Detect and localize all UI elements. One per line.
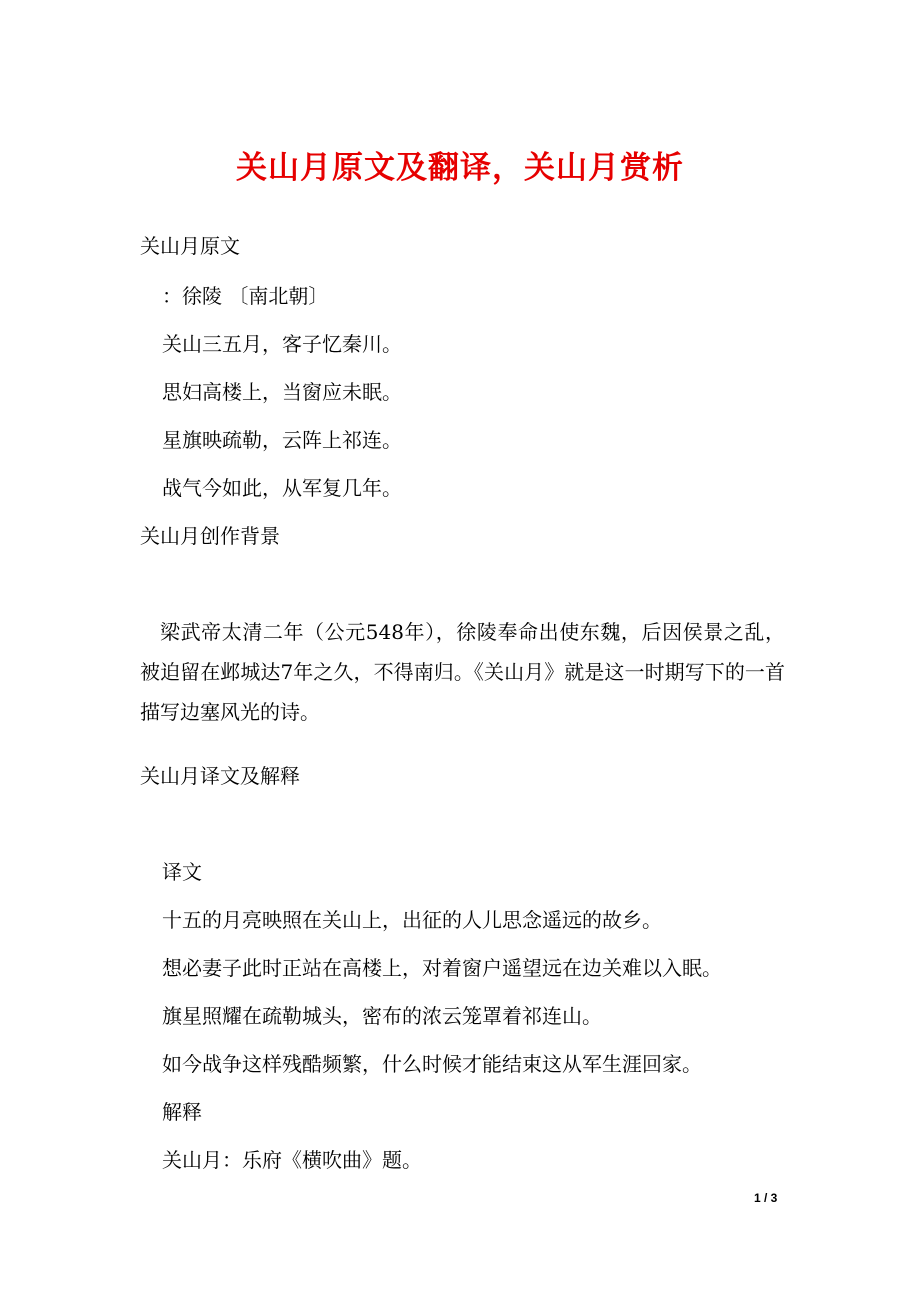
translation-line: 如今战争这样残酷频繁，什么时候才能结束这从军生涯回家。 — [162, 1052, 702, 1076]
section-heading-background: 关山月创作背景 — [140, 524, 280, 548]
background-paragraph: 梁武帝太清二年（公元548年），徐陵奉命出使东魏，后因侯景之乱，被迫留在邺城达7年之久，不得南归。《关山月》就是这一时期写下的一首描写边塞风光的诗。 — [140, 620, 785, 724]
notes-heading: 解释 — [162, 1100, 202, 1124]
poem-line: 关山三五月，客子忆秦川。 — [162, 332, 402, 356]
poem-line: 星旗映疏勒，云阵上祁连。 — [162, 428, 402, 452]
page-number: 1 / 3 — [754, 1191, 778, 1205]
translation-line: 旗星照耀在疏勒城头，密布的浓云笼罩着祁连山。 — [162, 1004, 602, 1028]
section-heading-original: 关山月原文 — [140, 234, 240, 258]
document-title: 关山月原文及翻译，关山月赏析 — [236, 150, 684, 186]
translation-line: 想必妻子此时正站在高楼上，对着窗户遥望远在边关难以入眠。 — [162, 956, 722, 980]
translation-line: 十五的月亮映照在关山上，出征的人儿思念遥远的故乡。 — [162, 908, 662, 932]
poem-line: 战气今如此，从军复几年。 — [162, 476, 402, 500]
translation-heading: 译文 — [162, 860, 202, 884]
note-line: 关山月：乐府《横吹曲》题。 — [162, 1148, 422, 1172]
author-line: ：徐陵 〔南北朝〕 — [162, 284, 329, 308]
poem-line: 思妇高楼上，当窗应未眠。 — [162, 380, 402, 404]
section-heading-translation: 关山月译文及解释 — [140, 764, 300, 788]
